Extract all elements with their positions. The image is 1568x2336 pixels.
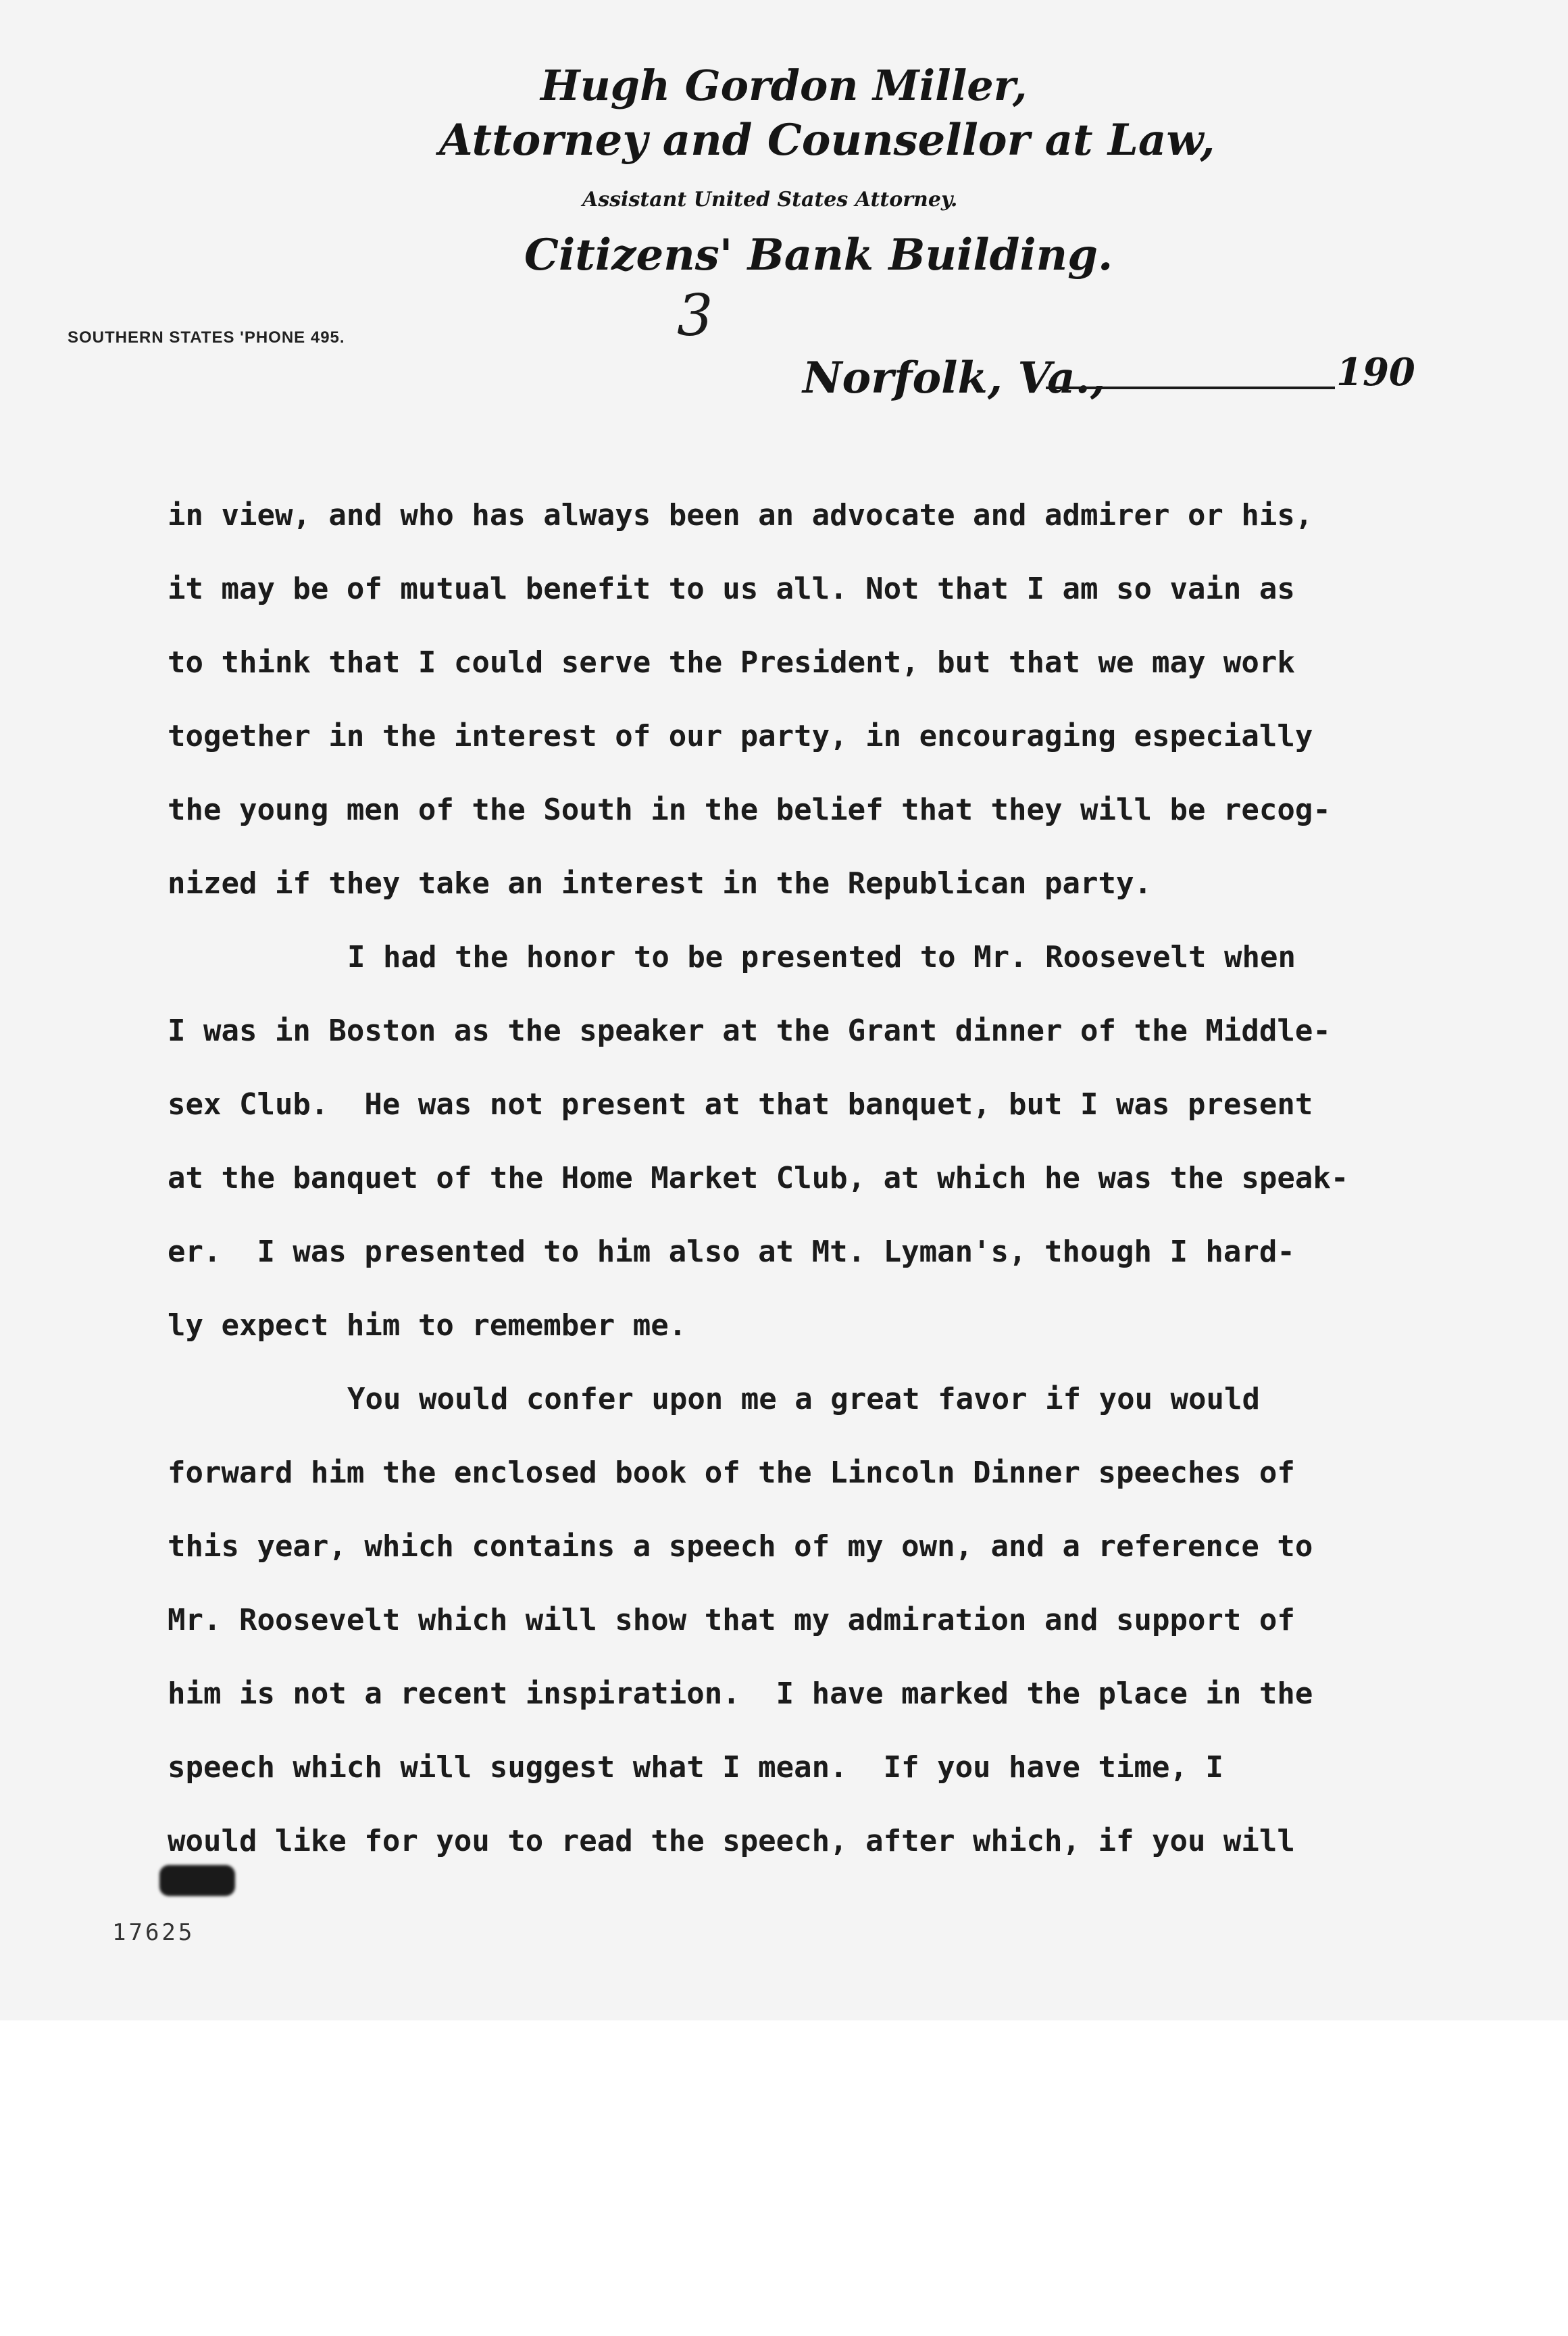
letterhead-name: Hugh Gordon Miller, [540,61,1028,110]
page-number: 3 [677,282,713,349]
letterhead-phone: SOUTHERN STATES 'PHONE 495. [68,328,345,347]
ink-smudge [159,1865,235,1896]
letterhead-building: Citizens' Bank Building. [524,230,1113,280]
date-year-prefix: 190 [1336,350,1415,395]
body-line: this year, which contains a speech of my own, and a reference to [168,1529,1313,1564]
body-line: sex Club. He was not present at that banquet, but I was present [168,1087,1313,1122]
bottom-margin [0,2020,1568,2336]
body-line: speech which will suggest what I mean. If you have time, I [168,1750,1223,1785]
body-line: at the banquet of the Home Market Club, at which he was the speak- [168,1161,1349,1195]
body-line: would like for you to read the speech, after which, if you will [168,1824,1295,1858]
document-id: 17625 [112,1919,195,1946]
body-line: forward him the enclosed book of the Lincoln Dinner speeches of [168,1456,1295,1490]
letterhead-title: Attorney and Counsellor at Law, [439,115,1215,166]
body-line: nized if they take an interest in the Republican party. [168,866,1152,901]
body-line: the young men of the South in the belief that they will be recog- [168,793,1331,827]
body-line: in view, and who has always been an advocate and admirer or his, [168,498,1313,532]
body-line: You would confer upon me a great favor if you would [347,1382,1261,1416]
body-line: to think that I could serve the President, but that we may work [168,645,1295,680]
letter-body [168,495,1438,1894]
date-blank-line [1046,387,1335,389]
letterhead-city: Norfolk, Va., [803,353,1106,403]
body-line: together in the interest of our party, in encouraging especially [168,719,1313,753]
body-line: I had the honor to be presented to Mr. Roosevelt when [347,940,1296,974]
letterhead-subtitle: Assistant United States Attorney. [582,188,958,212]
body-line: I was in Boston as the speaker at the Grant dinner of the Middle- [168,1014,1331,1048]
body-line: him is not a recent inspiration. I have marked the place in the [168,1676,1313,1711]
body-line: Mr. Roosevelt which will show that my admiration and support of [168,1603,1295,1637]
body-line: ly expect him to remember me. [168,1308,687,1343]
body-line: it may be of mutual benefit to us all. Not that I am so vain as [168,572,1295,606]
body-line: er. I was presented to him also at Mt. Lyman's, though I hard- [168,1235,1295,1269]
